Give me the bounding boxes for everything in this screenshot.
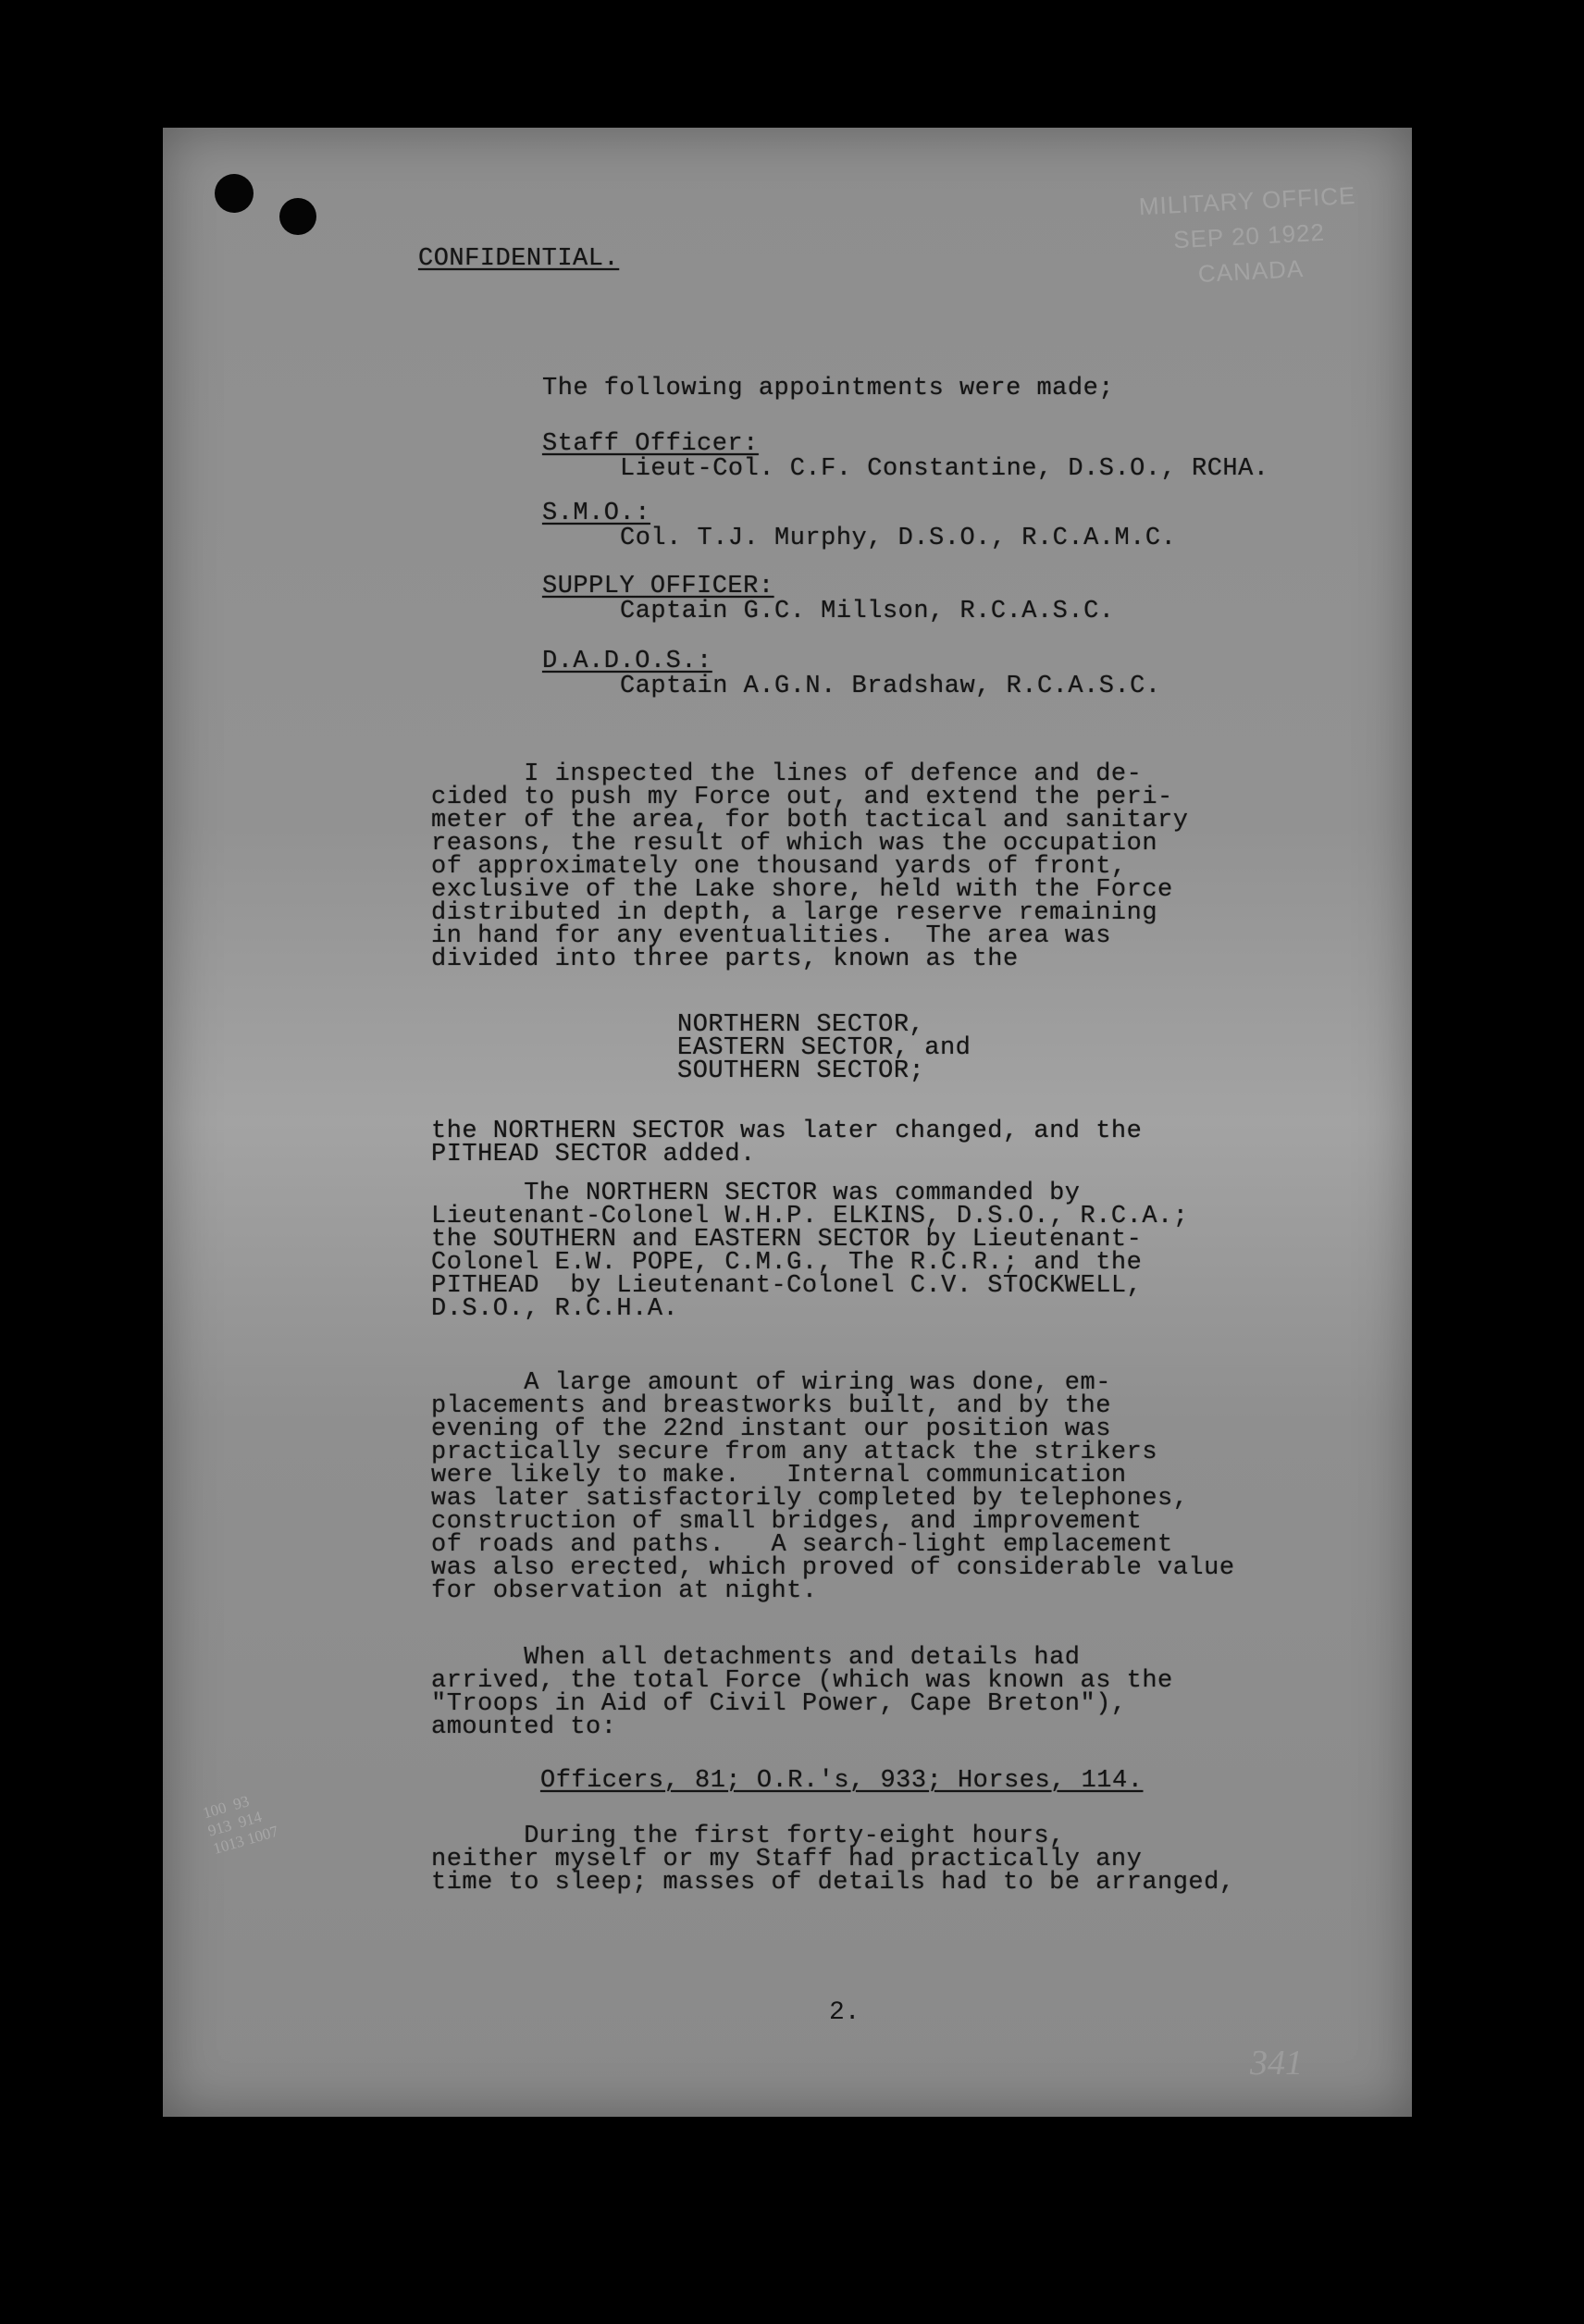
- text-line: meter of the area, for both tactical and sanitary: [431, 807, 1189, 834]
- text-line: During the first forty-eight hours,: [431, 1823, 1065, 1850]
- sector-item: NORTHERN SECTOR,: [677, 1011, 925, 1039]
- text-line: for observation at night.: [431, 1577, 818, 1605]
- appointment-name: Col. T.J. Murphy, D.S.O., R.C.A.M.C.: [620, 525, 1177, 552]
- text-line: D.S.O., R.C.H.A.: [431, 1295, 679, 1323]
- text-line: of approximately one thousand yards of front,: [431, 853, 1127, 881]
- text-line: The NORTHERN SECTOR was commanded by: [431, 1180, 1081, 1207]
- text-line: distributed in depth, a large reserve remaining: [431, 899, 1158, 927]
- text-line: reasons, the result of which was the occupation: [431, 830, 1158, 858]
- classification-heading: CONFIDENTIAL.: [418, 245, 620, 273]
- text-line: divided into three parts, known as the: [431, 946, 1019, 973]
- pencil-folio-number: 341: [1250, 2044, 1303, 2083]
- punch-hole-left: [215, 174, 254, 213]
- text-line: the NORTHERN SECTOR was later changed, and the: [431, 1118, 1143, 1145]
- stamp-line-2: SEP 20 1922: [1172, 217, 1326, 254]
- text-line: was also erected, which proved of considerable value: [431, 1554, 1235, 1582]
- text-line: evening of the 22nd instant our position was: [431, 1415, 1111, 1443]
- text-line: placements and breastworks built, and by the: [431, 1392, 1111, 1420]
- text-line: were likely to make. Internal communication: [431, 1462, 1127, 1490]
- document-sheet: [163, 128, 1412, 2117]
- text-line: PITHEAD by Lieutenant-Colonel C.V. STOCKWELL,: [431, 1272, 1143, 1300]
- force-totals: Officers, 81; O.R.'s, 933; Horses, 114.: [540, 1767, 1144, 1795]
- received-stamp: [1131, 178, 1369, 328]
- appointment-role: S.M.O.:: [542, 500, 650, 527]
- appointment-role: D.A.D.O.S.:: [542, 648, 712, 675]
- appointment-role: Staff Officer:: [542, 430, 759, 458]
- text-line: was later satisfactorily completed by telephones,: [431, 1485, 1189, 1513]
- text-line: PITHEAD SECTOR added.: [431, 1141, 756, 1168]
- text-line: construction of small bridges, and improvement: [431, 1508, 1143, 1536]
- appointment-name: Captain A.G.N. Bradshaw, R.C.A.S.C.: [620, 673, 1161, 700]
- text-line: practically secure from any attack the strikers: [431, 1439, 1158, 1466]
- text-line: arrived, the total Force (which was known as the: [431, 1667, 1173, 1695]
- text-line: neither myself or my Staff had practically any: [431, 1846, 1143, 1873]
- text-line: of roads and paths. A search-light emplacement: [431, 1531, 1173, 1559]
- sector-item: SOUTHERN SECTOR;: [677, 1057, 925, 1085]
- text-line: Lieutenant-Colonel W.H.P. ELKINS, D.S.O., R.C.A.;: [431, 1203, 1189, 1230]
- sector-item: EASTERN SECTOR, and: [677, 1034, 971, 1062]
- appointment-role: SUPPLY OFFICER:: [542, 573, 774, 600]
- appointment-name: Lieut-Col. C.F. Constantine, D.S.O., RCHA.: [620, 455, 1269, 483]
- stamp-line-3: CANADA: [1197, 254, 1305, 288]
- margin-pencil-figures: 100 93 913 914 1013 1007: [201, 1792, 280, 1858]
- text-line: When all detachments and details had: [431, 1644, 1081, 1672]
- text-line: "Troops in Aid of Civil Power, Cape Breton"),: [431, 1690, 1127, 1718]
- text-line: I inspected the lines of defence and de-: [431, 760, 1143, 788]
- text-line: amounted to:: [431, 1713, 617, 1741]
- text-line: cided to push my Force out, and extend the peri-: [431, 784, 1173, 811]
- text-line: exclusive of the Lake shore, held with the Force: [431, 876, 1173, 904]
- text-line: time to sleep; masses of details had to be arranged,: [431, 1869, 1235, 1897]
- text-line: A large amount of wiring was done, em-: [431, 1369, 1111, 1397]
- text-line: the SOUTHERN and EASTERN SECTOR by Lieutenant-: [431, 1226, 1143, 1254]
- text-line: in hand for any eventualities. The area was: [431, 922, 1111, 950]
- appointments-intro: The following appointments were made;: [542, 375, 1114, 402]
- stamp-line-1: MILITARY OFFICE: [1138, 180, 1356, 221]
- text-line: Colonel E.W. POPE, C.M.G., The R.C.R.; and the: [431, 1249, 1143, 1277]
- punch-hole-right: [279, 198, 316, 235]
- appointment-name: Captain G.C. Millson, R.C.A.S.C.: [620, 598, 1115, 625]
- page-number: 2.: [829, 1998, 860, 2027]
